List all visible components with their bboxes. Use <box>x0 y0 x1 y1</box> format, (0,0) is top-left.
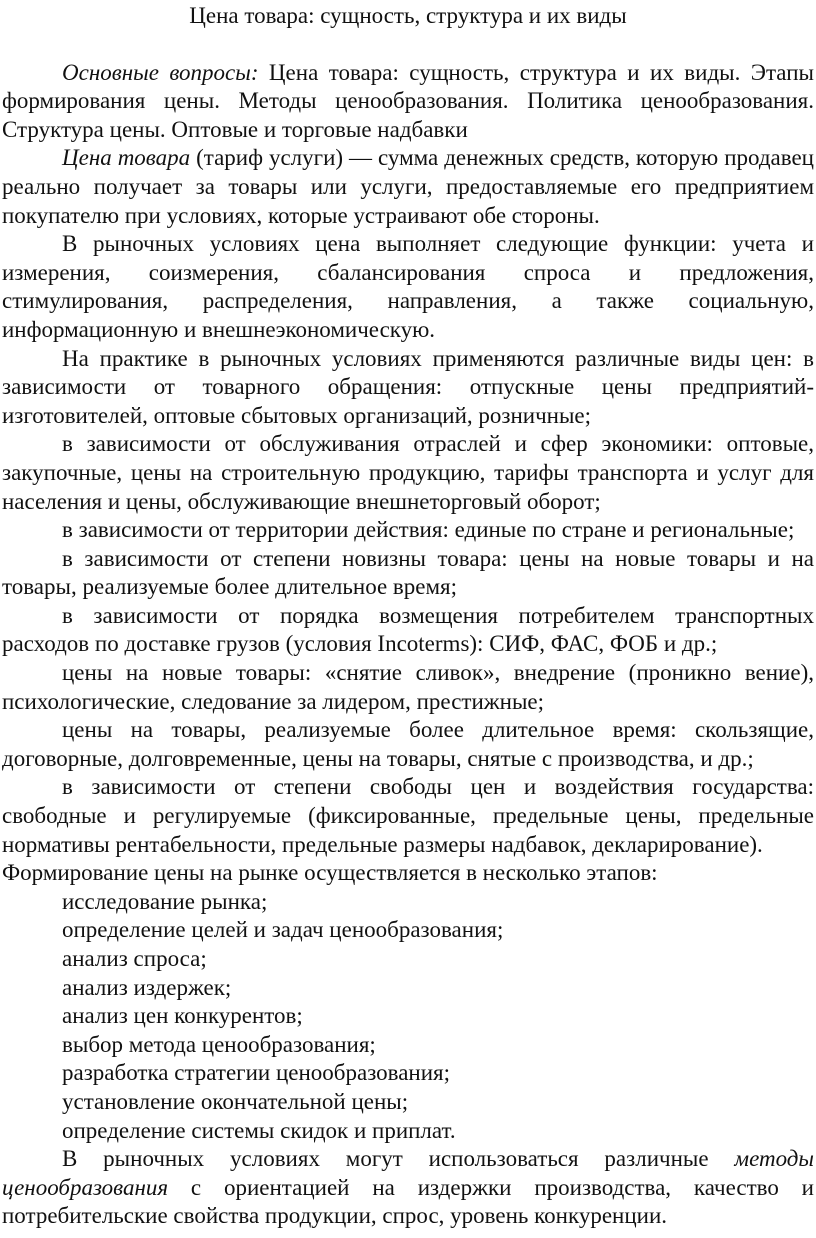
questions-label: Основные вопросы: <box>62 59 259 85</box>
methods-text-start: В рыночных условиях могут использоваться различные <box>62 1146 735 1172</box>
price-freedom-paragraph: в зависимости от степени свободы цен и воздействия государства: свободные и регулируемые (фиксированные, предельные цены, предельные нормативы рентабельности, предельные размеры надбавок, декларирование). <box>2 774 814 857</box>
questions-text: Цена товара: сущность, структура и их виды. Этапы формирования цены. Методы ценообразования. Политика ценообразования. Структура цены. Оптовые и торговые надбавки <box>2 59 814 142</box>
price-types-by-territory: в зависимости от территории действия: единые по стране и региональные; <box>62 517 795 543</box>
methods-term: методы ценообразования <box>2 1146 814 1200</box>
questions-paragraph <box>2 59 814 145</box>
list-item: анализ спроса; <box>62 946 207 971</box>
list-item: разработка стратегии ценообразования; <box>62 1060 450 1086</box>
stages-list <box>2 888 814 1145</box>
price-types-by-novelty: в зависимости от степени новизны товара: цены на новые товары и на товары, реализуемые более длительное время; <box>2 545 814 600</box>
page-title: Цена товара: сущность, структура и их виды <box>189 3 627 28</box>
list-item: анализ издержек; <box>62 974 232 1000</box>
list-item: определение системы скидок и приплат. <box>62 1117 456 1143</box>
list-item: анализ цен конкурентов; <box>62 1003 303 1029</box>
functions-paragraph: В рыночных условиях цена выполняет следующие функции: учета и измерения, соизмерения, сбалансирования спроса и предложения, стимулирования, распределения, направления, а также социальную, информационную и внешнеэкономическую. <box>2 231 814 342</box>
price-types-by-sector: в зависимости от обслуживания отраслей и сфер экономики: оптовые, закупочные, цены на строительную продукцию, тарифы транспорта и услуг для населения и цены, обслуживающие внешнеторговый оборот; <box>2 431 814 514</box>
list-item: исследование рынка; <box>62 888 268 914</box>
price-types-by-transport: в зависимости от порядка возмещения потребителем транспортных расходов по доставке грузов (условия Incoterms): СИФ, ФАС, ФОБ и др.; <box>2 602 814 657</box>
new-goods-prices: цены на новые товары: «снятие сливок», внедрение (проникно вение), психологические, следование за лидером, престижные; <box>2 660 814 714</box>
stages-intro: Формирование цены на рынке осуществляется в несколько этапов: <box>2 860 658 886</box>
price-types-paragraph: На практике в рыночных условиях применяются различные виды цен: в зависимости от товарного обращения: отпускные цены предприятий-изготовителей, оптовые сбытовых организаций, розничные; <box>2 345 814 428</box>
list-item: определение целей и задач ценообразования; <box>62 917 504 943</box>
definition-paragraph <box>2 144 814 230</box>
list-item: установление окончательной цены; <box>62 1088 409 1114</box>
definition-term: Цена товара <box>62 145 191 171</box>
long-term-goods-prices: цены на товары, реализуемые более длительное время: скользящие, договорные, долговременные, цены на товары, снятые с производства, и др.; <box>2 717 814 771</box>
list-item: выбор метода ценообразования; <box>62 1031 376 1057</box>
definition-text: (тариф услуги) — сумма денежных средств, которую продавец реально получает за товары или услуги, предоставляемые его предприятием покупателю при условиях, которые устраивают обе стороны. <box>2 145 814 228</box>
methods-text-end: с ориентацией на издержки производства, качество и потребительские свойства продукции, спрос, уровень конкуренции. <box>2 1174 814 1229</box>
methods-paragraph <box>2 1145 814 1231</box>
